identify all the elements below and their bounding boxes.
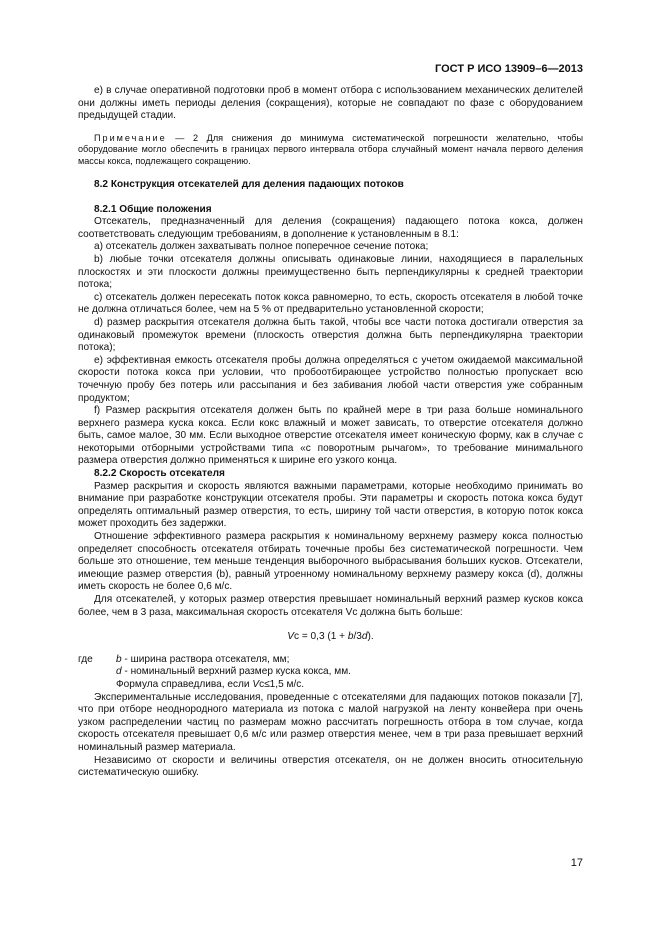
section-8-2-heading: 8.2 Конструкция отсекателей для деления падающих потоков [94,179,404,190]
section-8-2-2-heading: 8.2.2 Скорость отсекателя [94,468,225,480]
formula-middle: = 0,3 (1 + [299,631,348,643]
formula-c-subscript: c [294,631,300,643]
where-b-text: - ширина раствора отсекателя, мм; [121,653,290,665]
where-d-symbol: d [116,666,122,678]
validity-v-symbol: V [252,678,260,690]
note-text: — 2 Для снижения до минимума систематической погрешности желательно, чтобы оборудование могло обеспечить в границах первого интервала отбора случайный момент начала первого деления массы кокса, подлежащего сокращению. [78,132,583,166]
experimental-paragraph: Экспериментальные исследования, проведенные с отсекателями для падающих потоков показали [7], что при отборе неоднородного материала из потока с малой нагрузкой на ленту конвейера при очень узком распределении частиц по размерам можно рассчитать погрешность отбора в том случае, когда скорость отсекателя превышает 0,6 м/с или размер отверстия менее, чем в три раза превышает верхний номинальный размер материала. [78,691,583,753]
where-d-text: - номинальный верхний размер куска кокса, мм. [121,666,351,678]
velocity-formula [78,631,583,644]
formula-d-symbol: d [361,631,368,643]
note-paragraph [78,133,583,167]
requirement-c: с) отсекатель должен пересекать поток кокса равномерно, то есть, скорость отсекателя в любой точке не должна отличаться более, чем на 5 % от предварительно установленной скорости; [78,291,583,316]
requirement-d: d) размер раскрытия отсекателя должна быть такой, чтобы все части потока достигали отверстия за одинаковый промежуток времени (плоскость отверстия должна быть перпендикулярна траектории потока); [78,316,583,354]
validity-c-subscript: c [259,678,265,690]
note-label: Примечание [94,132,167,143]
document-header: ГОСТ Р ИСО 13909–6—2013 [435,63,583,75]
validity-prefix: Формула справедлива, если [116,678,253,690]
requirement-b: b) любые точки отсекателя должны описывать одинаковые линии, находящиеся в паралельных плоскостях и эти плоскости должны преимущественно быть перпендикулярны к средней траектории потока; [78,253,583,291]
section-8-2-2-paragraph-2: Отношение эффективного размера раскрытия к номинальному верхнему размеру кокса полностью определяет способность отсекателя отбирать точечные пробы без систематической погрешности. Чем больше это отношение, тем меньше тенденция выборочного выбрасывания больших кусков. Отсекатели, имеющие размер отверстия (b), равный утроенному номинальному верхнему размеру кокса (d), должны иметь скорость не более 0,6 м/с. [78,531,583,593]
page-number: 17 [570,857,583,869]
where-label: где [78,653,93,665]
formula-validity [78,679,583,692]
formula-b-symbol: b [347,631,354,643]
formula-end: ). [367,631,374,643]
final-paragraph: Независимо от скорости и величины отверстия отсекателя, он не должен вносить относительную систематическую ошибку. [78,754,583,779]
requirement-f: f) Размер раскрытия отсекателя должен быть по крайней мере в три раза больше номинального верхнего размера куска кокса. Если кокс влажный и может зависать, то отверстие отсекателя должно быть, самое малое, 30 мм. Если выходное отверстие отсекателя имеет коническую форму, как в случае с некоторыми отборными устройствами типа «с поворотным рычагом», то требование минимального размера отверстия должно применяться к ширине его узкого конца. [78,405,583,467]
where-b-symbol: b [116,653,122,665]
formula-divisor: /3 [353,631,362,643]
where-b-line [78,654,583,667]
section-8-2-2-paragraph-1: Размер раскрытия и скорость являются важными параметрами, которые необходимо принимать во внимание при разработке конструкции отсекателя пробы. Эти параметры и скорость потока кокса будут определять оптимальный размер отверстия, то есть, ширину той части отверстия, в которую поток кокса может проходить без задержки. [78,480,583,530]
paragraph-e-previous: е) в случае оперативной подготовки проб в момент отбора с использованием механических делителей они должны иметь периоды деления (сокращения), которые не совпадают по фазе с оборудованием предыдущей стадии. [78,85,583,122]
section-8-2-1-heading: 8.2.1 Общие положения [94,203,212,215]
section-8-2-2-paragraph-3: Для отсекателей, у которых размер отверстия превышает номинальный верхний размер кусков кокса более, чем в 3 раза, максимальная скорость отсекателя Vc должна быть больше: [78,594,583,618]
requirement-e: е) эффективная емкость отсекателя пробы должна определяться с учетом ожидаемой максимальной скорости потока кокса при условии, что пробоотбирающее устройство полностью пропускает всю точечную пробу без потерь или рассыпания и без забивания любой части отверстия уже собранным продуктом; [78,354,583,404]
formula-v-symbol: V [287,631,294,643]
validity-suffix: ≤1,5 м/с. [264,678,305,690]
document-body [78,85,583,780]
requirement-a: а) отсекатель должен захватывать полное поперечное сечение потока; [94,241,429,253]
section-8-2-1-intro: Отсекатель, предназначенный для деления (сокращения) падающего потока кокса, должен соответствовать следующим требованиям, в дополнение к установленным в 8.1: [78,216,583,240]
where-d-line [78,666,583,679]
